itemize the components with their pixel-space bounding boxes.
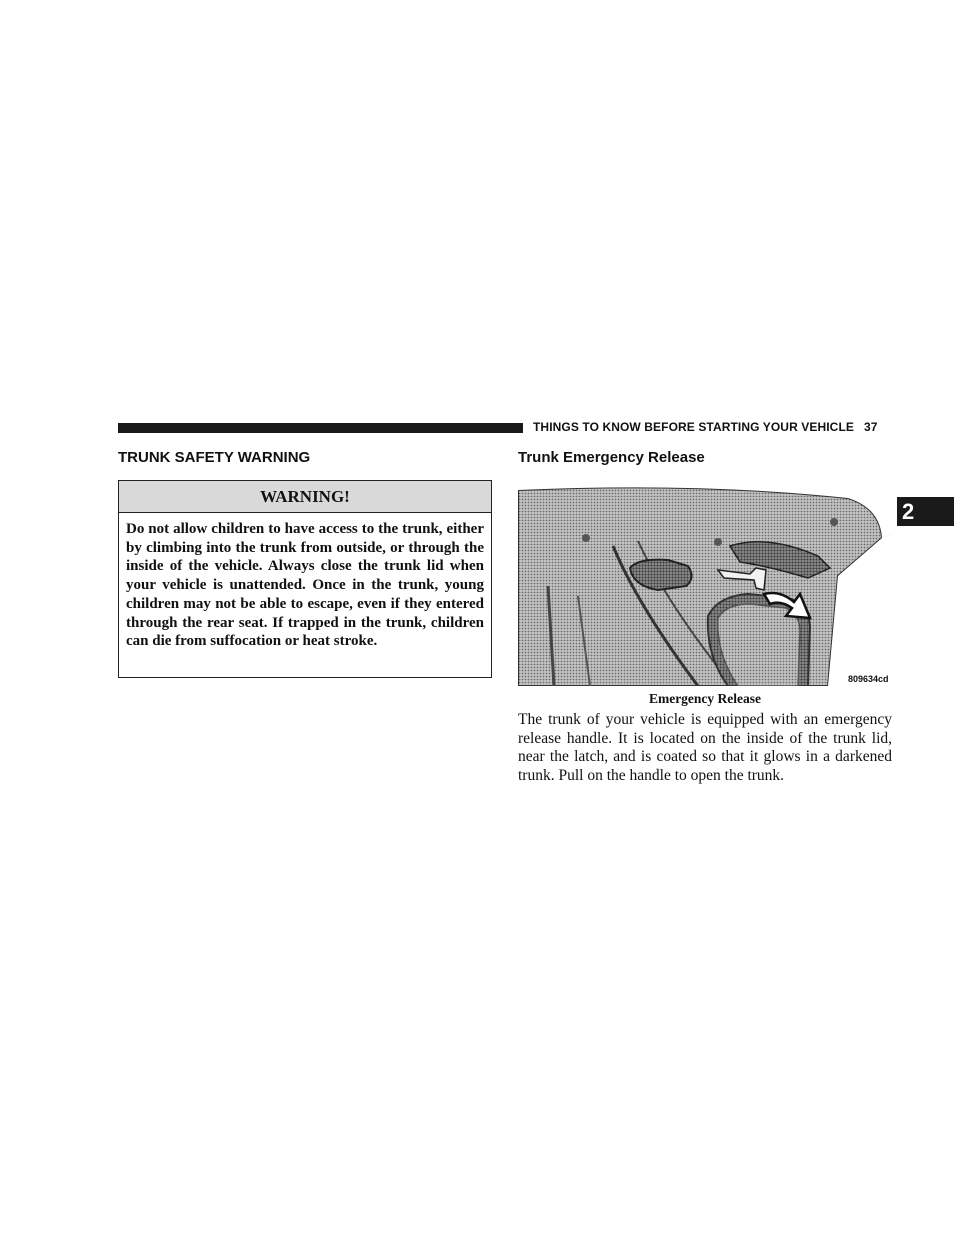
running-title: THINGS TO KNOW BEFORE STARTING YOUR VEHICLE (533, 420, 854, 434)
warning-text: Do not allow children to have access to the trunk, either by climbing into the trunk from outside, or through the inside of the vehicle. Always close the trunk lid when your vehicle is unattended. Once in the trunk, young children may not be able to escape, even if they entered through the rear seat. If trapped in the trunk, children can die from suffocation or heat stroke. (126, 521, 484, 650)
header-rule (118, 423, 523, 433)
section-title: TRUNK SAFETY WARNING (118, 449, 311, 466)
trunk-release-illustration (518, 486, 892, 686)
running-header (533, 420, 891, 434)
warning-box (118, 480, 492, 678)
page-number: 37 (863, 420, 878, 434)
subsection-title: Trunk Emergency Release (518, 449, 705, 466)
chapter-tab: 2 (897, 497, 954, 526)
warning-heading: WARNING! (119, 481, 491, 513)
figure-code-label: 809634cd (848, 674, 889, 684)
body-paragraph: The trunk of your vehicle is equipped with an emergency release handle. It is located on the inside of the trunk lid, near the latch, and is coated so that it glows in a darkened trunk. Pull on the handle to open the trunk. (518, 711, 892, 785)
figure-caption: Emergency Release (648, 691, 762, 706)
